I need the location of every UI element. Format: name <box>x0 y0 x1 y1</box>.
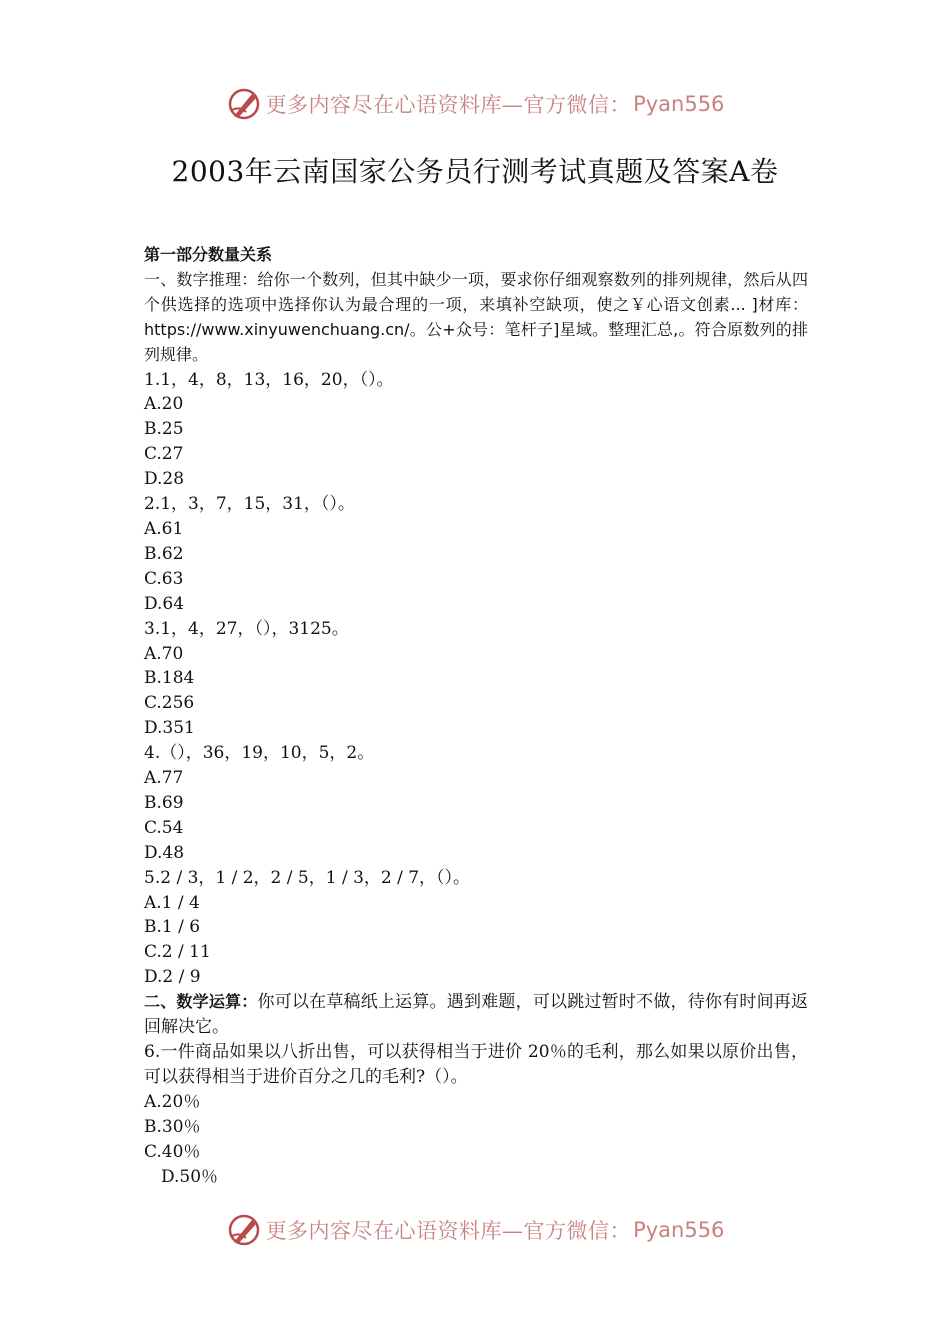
option-b: B.1 / 6 <box>144 917 201 938</box>
header-banner <box>0 82 950 126</box>
banner-text: 更多内容尽在心语资料库—官方微信： <box>265 93 632 117</box>
option-d: D.351 <box>144 718 195 739</box>
banner-wechat-id: Pyan556 <box>633 1218 725 1242</box>
page-title: 2003年云南国家公务员行测考试真题及答案A卷 <box>171 155 779 188</box>
option-b: B.25 <box>144 419 184 440</box>
question-stem: 1.1，4，8，13，16，20，（）。 <box>144 369 394 390</box>
option-c: C.256 <box>144 693 195 714</box>
document-body <box>144 243 808 1189</box>
option-d: D.48 <box>144 842 185 863</box>
option-b: B.30％ <box>144 1116 201 1137</box>
section2-text: 你可以在草稿纸上运算。遇到难题，可以跳过暂时不做，待你有时间再返回解决它。 <box>144 992 808 1038</box>
question-stem: 6.一件商品如果以八折出售，可以获得相当于进价 20％的毛利，那么如果以原价出售，可以获得相当于进价百分之几的毛利?（）。 <box>144 1042 808 1087</box>
option-b: B.69 <box>144 792 184 813</box>
section2-intro <box>144 990 808 1040</box>
option-b: B.184 <box>144 668 195 689</box>
option-d: D.64 <box>144 593 185 614</box>
part-heading: 第一部分数量关系 <box>144 245 273 264</box>
option-d: D.50％ <box>161 1166 219 1187</box>
question-stem: 2.1，3，7，15，31，（）。 <box>144 494 355 515</box>
pen-logo-icon <box>226 1212 262 1248</box>
pen-logo-icon <box>226 86 262 122</box>
banner-wechat-id: Pyan556 <box>633 92 725 116</box>
footer-banner <box>0 1208 950 1252</box>
option-a: A.77 <box>144 768 184 789</box>
option-a: A.70 <box>144 643 184 664</box>
section1-intro: 一、数字推理：给你一个数列，但其中缺少一项，要求你仔细观察数列的排列规律，然后从四个供选择的选项中选择你认为最合理的一项，来填补空缺项，使之￥心语文创素... ]材库：https://www.xinyuwenchuang.cn/。公+众号：笔杆子]星域。整理汇总,。符合原数列的排列规律。 <box>144 269 808 364</box>
option-c: C.27 <box>144 444 184 465</box>
question-stem: 3.1，4，27，（），3125。 <box>144 618 349 639</box>
option-a: A.61 <box>144 518 184 539</box>
question-stem: 4.（），36，19，10，5，2。 <box>144 743 375 764</box>
question-stem: 5.2 / 3，1 / 2，2 / 5，1 / 3，2 / 7，（）。 <box>144 867 471 888</box>
option-d: D.28 <box>144 469 185 490</box>
option-c: C.40％ <box>144 1141 201 1162</box>
banner-text: 更多内容尽在心语资料库—官方微信： <box>265 1219 632 1243</box>
option-d: D.2 / 9 <box>144 967 201 988</box>
option-c: C.54 <box>144 817 184 838</box>
option-b: B.62 <box>144 543 184 564</box>
option-c: C.63 <box>144 568 184 589</box>
option-c: C.2 / 11 <box>144 942 211 963</box>
option-a: A.20％ <box>144 1091 201 1112</box>
option-a: A.20 <box>144 394 184 415</box>
option-a: A.1 / 4 <box>144 892 200 913</box>
section2-label: 二、数学运算： <box>144 992 258 1012</box>
